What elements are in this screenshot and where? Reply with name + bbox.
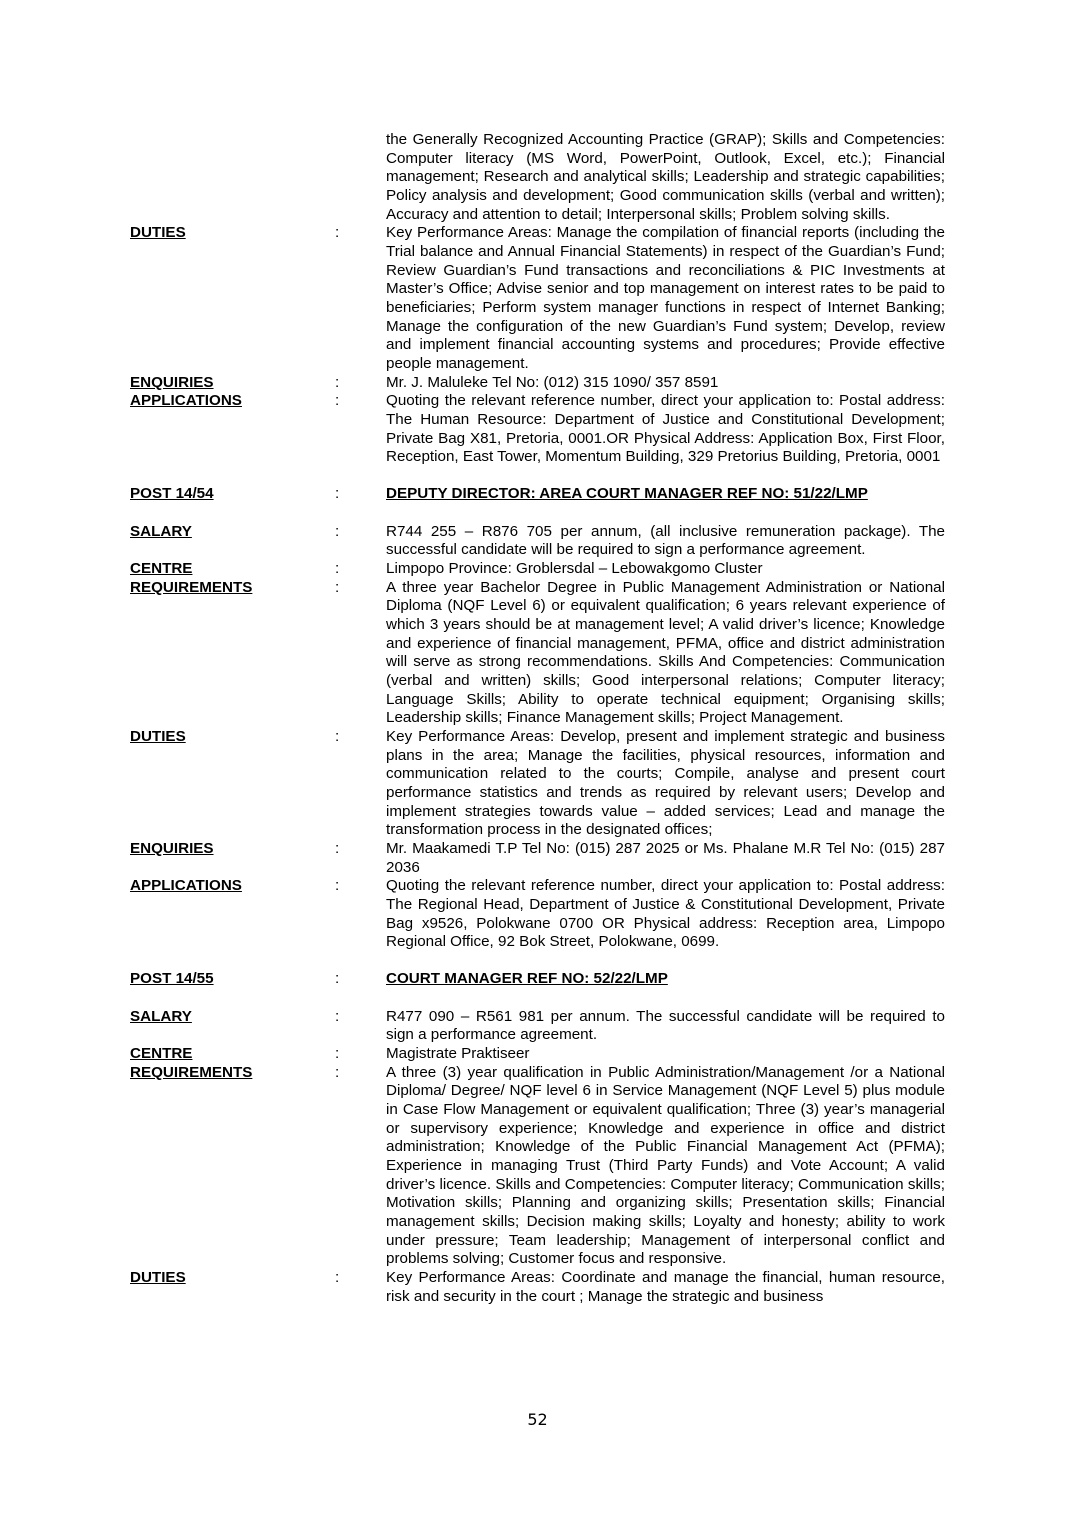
salary-text: R477 090 – R561 981 per annum. The successful candidate will be required to sign a performance agreement. <box>386 1007 945 1044</box>
salary-label: SALARY <box>130 1007 192 1025</box>
post-54-label: POST 14/54 <box>130 485 214 503</box>
page-content <box>130 131 945 1306</box>
enquiries-text: Mr. J. Maluleke Tel No: (012) 315 1090/ 357 8591 <box>386 373 719 391</box>
requirements-text: A three year Bachelor Degree in Public Management Administration or National Diploma (NQF Level 6) or equivalent qualification; 6 years relevant experience of which 3 years should be at management level; A valid driver’s licence; Knowledge and experience of financial management, PFMA, office and district administration will serve as strong recommendations. Skills And Competencies: Communication (verbal and written) skills; Good interpersonal relations; Computer literacy; Language Skills; Ability to operate technical equipment; Organising skills; Leadership skills; Finance Management skills; Project Management. <box>386 578 945 727</box>
requirements-label: REQUIREMENTS <box>130 1063 253 1081</box>
salary-text: R744 255 – R876 705 per annum, (all inclusive remuneration package). The successful candidate will be required to sign a performance agreement. <box>386 522 945 559</box>
separator: : <box>335 392 340 410</box>
separator: : <box>335 578 340 596</box>
requirements-label: REQUIREMENTS <box>130 578 253 596</box>
duties-text: Key Performance Areas: Manage the compilation of financial reports (including the Trial balance and Annual Financial Statements) in respect of the Guardian’s Fund; Review Guardian’s Fund transactions and reconciliations & PIC Investments at Master’s Office; Advise senior and top management on interest rates to be paid to beneficiaries; Perform system manager functions in respect of Internet Banking; Manage the configuration of the new Guardian’s Fund system; Develop, review and implement financial accounting systems and procedures; Provide effective people management. <box>386 224 945 372</box>
applications-row <box>130 392 945 467</box>
post-54-title: DEPUTY DIRECTOR: AREA COURT MANAGER REF NO: 51/22/LMP <box>386 485 868 503</box>
centre-text: Magistrate Praktiseer <box>386 1045 530 1063</box>
separator: : <box>335 1007 340 1025</box>
enquiries-label: ENQUIRIES <box>130 839 214 857</box>
applications-text: Quoting the relevant reference number, direct your application to: Postal address: The Regional Head, Department of Justice & Constitutional Development, Private Bag x9526, Polokwane 0700 OR Physical address: Reception area, Limpopo Regional Office, 92 Bok Street, Polokwane, 0699. <box>386 877 945 951</box>
applications-label: APPLICATIONS <box>130 877 242 895</box>
duties-text: Key Performance Areas: Coordinate and manage the financial, human resource, risk and security in the court ; Manage the strategic and business <box>386 1268 945 1305</box>
separator: : <box>335 1063 340 1081</box>
duties-label: DUTIES <box>130 727 186 745</box>
requirements-continuation-row <box>130 131 945 224</box>
separator: : <box>335 1268 340 1286</box>
post-54-applications-row <box>130 877 945 952</box>
post-55-title: COURT MANAGER REF NO: 52/22/LMP <box>386 970 668 988</box>
post-55-header-row <box>130 970 945 989</box>
separator: : <box>335 839 340 857</box>
separator: : <box>335 485 340 503</box>
centre-text: Limpopo Province: Groblersdal – Lebowakgomo Cluster <box>386 560 763 578</box>
centre-label: CENTRE <box>130 560 193 578</box>
separator: : <box>335 522 340 540</box>
separator: : <box>335 1045 340 1063</box>
post-54-requirements-row <box>130 579 945 728</box>
enquiries-label: ENQUIRIES <box>130 373 214 391</box>
separator: : <box>335 970 340 988</box>
post-54-duties-row <box>130 728 945 840</box>
duties-text: Key Performance Areas: Develop, present and implement strategic and business plans in the area; Manage the facilities, physical resources, information and communication related to the courts; Compile, analyse and present court performance statistics and trends as required by relevant users; Develop and implement strategies towards value – added services; Lead and manage the transformation process in the designated offices; <box>386 727 945 839</box>
duties-row <box>130 224 945 373</box>
separator: : <box>335 877 340 895</box>
applications-label: APPLICATIONS <box>130 392 242 410</box>
enquiries-row <box>130 374 945 393</box>
duties-label: DUTIES <box>130 1268 186 1286</box>
duties-label: DUTIES <box>130 224 186 242</box>
post-54-centre-row <box>130 560 945 579</box>
post-54-salary-row <box>130 523 945 560</box>
post-54-header-row <box>130 485 945 504</box>
separator: : <box>335 373 340 391</box>
post-55-requirements-row <box>130 1064 945 1269</box>
requirements-continuation-text: the Generally Recognized Accounting Practice (GRAP); Skills and Competencies: Computer literacy (MS Word, PowerPoint, Outlook, Excel, etc.); Financial management; Research and analytical skills; Leadership and strategic capabilities; Policy analysis and development; Good communication skills (verbal and written); Accuracy and attention to detail; Interpersonal skills; Problem solving skills. <box>386 131 945 223</box>
post-55-duties-row <box>130 1269 945 1306</box>
post-54-enquiries-row <box>130 840 945 877</box>
post-55-centre-row <box>130 1045 945 1064</box>
post-55-label: POST 14/55 <box>130 970 214 988</box>
centre-label: CENTRE <box>130 1045 193 1063</box>
requirements-text: A three (3) year qualification in Public Administration/Management /or a National Diploma/ Degree/ NQF level 6 in Service Management (NQF Level 5) plus module in Case Flow Management or equivalent qualification; Three (3) year’s managerial or supervisory experience; Knowledge and experience in office and district administration; Knowledge of the Public Financial Management Act (PFMA); Experience in managing Trust (Third Party Funds) and Vote Account; A valid driver’s licence. Skills and Competencies: Computer literacy; Communication skills; Motivation skills; Planning and organizing skills; Presentation skills; Financial management skills; Decision making skills; Loyalty and honesty; ability to work under pressure; Team leadership; Management of interpersonal conflict and problems solving; Customer focus and responsive. <box>386 1063 945 1268</box>
separator: : <box>335 727 340 745</box>
salary-label: SALARY <box>130 522 192 540</box>
post-55-salary-row <box>130 1008 945 1045</box>
enquiries-text: Mr. Maakamedi T.P Tel No: (015) 287 2025 or Ms. Phalane M.R Tel No: (015) 287 2036 <box>386 839 945 876</box>
applications-text: Quoting the relevant reference number, direct your application to: Postal address: The Human Resource: Department of Justice and Constitutional Development; Private Bag X81, Pretoria, 0001.OR Physical Address: Application Box, First Floor, Reception, East Tower, Momentum Building, 329 Pretorius Building, Pretoria, 0001 <box>386 392 945 466</box>
page-number: 52 <box>527 1410 548 1429</box>
separator: : <box>335 224 340 242</box>
separator: : <box>335 560 340 578</box>
